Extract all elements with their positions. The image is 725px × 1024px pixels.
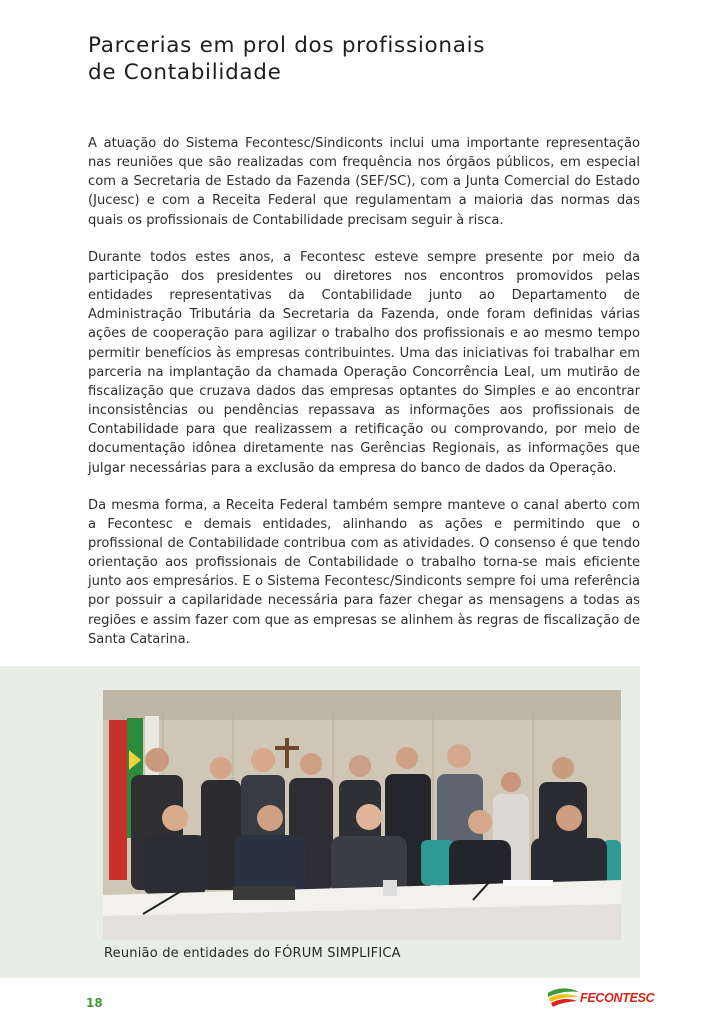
page-title-line-1: Parcerias em prol dos profissionais bbox=[88, 33, 486, 58]
page-title bbox=[88, 32, 648, 86]
logo-text: FECONTESC bbox=[580, 991, 655, 1005]
paragraph-3: Da mesma forma, a Receita Federal também sempre manteve o canal aberto com a Fecontesc e demais entidades, alinhando as ações e permitindo que o profissional de Contabilidade contribua com as atividades. O consenso é que tendo orientação aos profissionais de Contabilidade o trabalho torna-se mais eficiente junto aos empresários. E o Sistema Fecontesc/Sindiconts sempre foi uma referência por possuir a capilaridade necessária para fazer chegar as mensagens a todas as regiões e assim fazer com que as empresas se alinhem às regras de fiscalização de Santa Catarina. bbox=[88, 497, 640, 647]
paragraph-1: A atuação do Sistema Fecontesc/Sindiconts inclui uma importante representação nas reuniões que são realizadas com frequência nos órgãos públicos, em especial com a Secretaria de Estado da Fazenda (SEF/SC), com a Junta Comercial do Estado (Jucesc) e com a Receita Federal que regulamentam a maioria das normas das quais os profissionais de Contabilidade precisam seguir à risca. bbox=[88, 136, 640, 228]
page-title-line-2: de Contabilidade bbox=[88, 60, 282, 85]
article-body bbox=[88, 134, 640, 667]
meeting-photo bbox=[103, 690, 621, 940]
paragraph-2: Durante todos estes anos, a Fecontesc esteve sempre presente por meio da participação dos presidentes ou diretores nos encontros promovidos pelas entidades representativas da Contabilidade junto ao Departamento de Administração Tributária da Secretaria da Fazenda, onde foram definidas várias ações de cooperação para agilizar o trabalho dos profissionais e ao mesmo tempo permitir benefícios às empresas contribuintes. Uma das iniciativas foi trabalhar em parceria na implantação da chamada Operação Concorrência Leal, um mutirão de fiscalização que cruzava dados das empresas optantes do Simples e ao encontrar inconsistências ou pendências repassava as informações aos profissionais de Contabilidade para que realizassem a retificação ou comprovando, por meio de documentação idônea diretamente nas Gerências Regionais, as informações que julgar necessárias para a exclusão da empresa do banco de dados da Operação. bbox=[88, 249, 640, 476]
page-number: 18 bbox=[86, 996, 103, 1010]
photo-caption: Reunião de entidades do FÓRUM SIMPLIFICA bbox=[104, 946, 401, 961]
